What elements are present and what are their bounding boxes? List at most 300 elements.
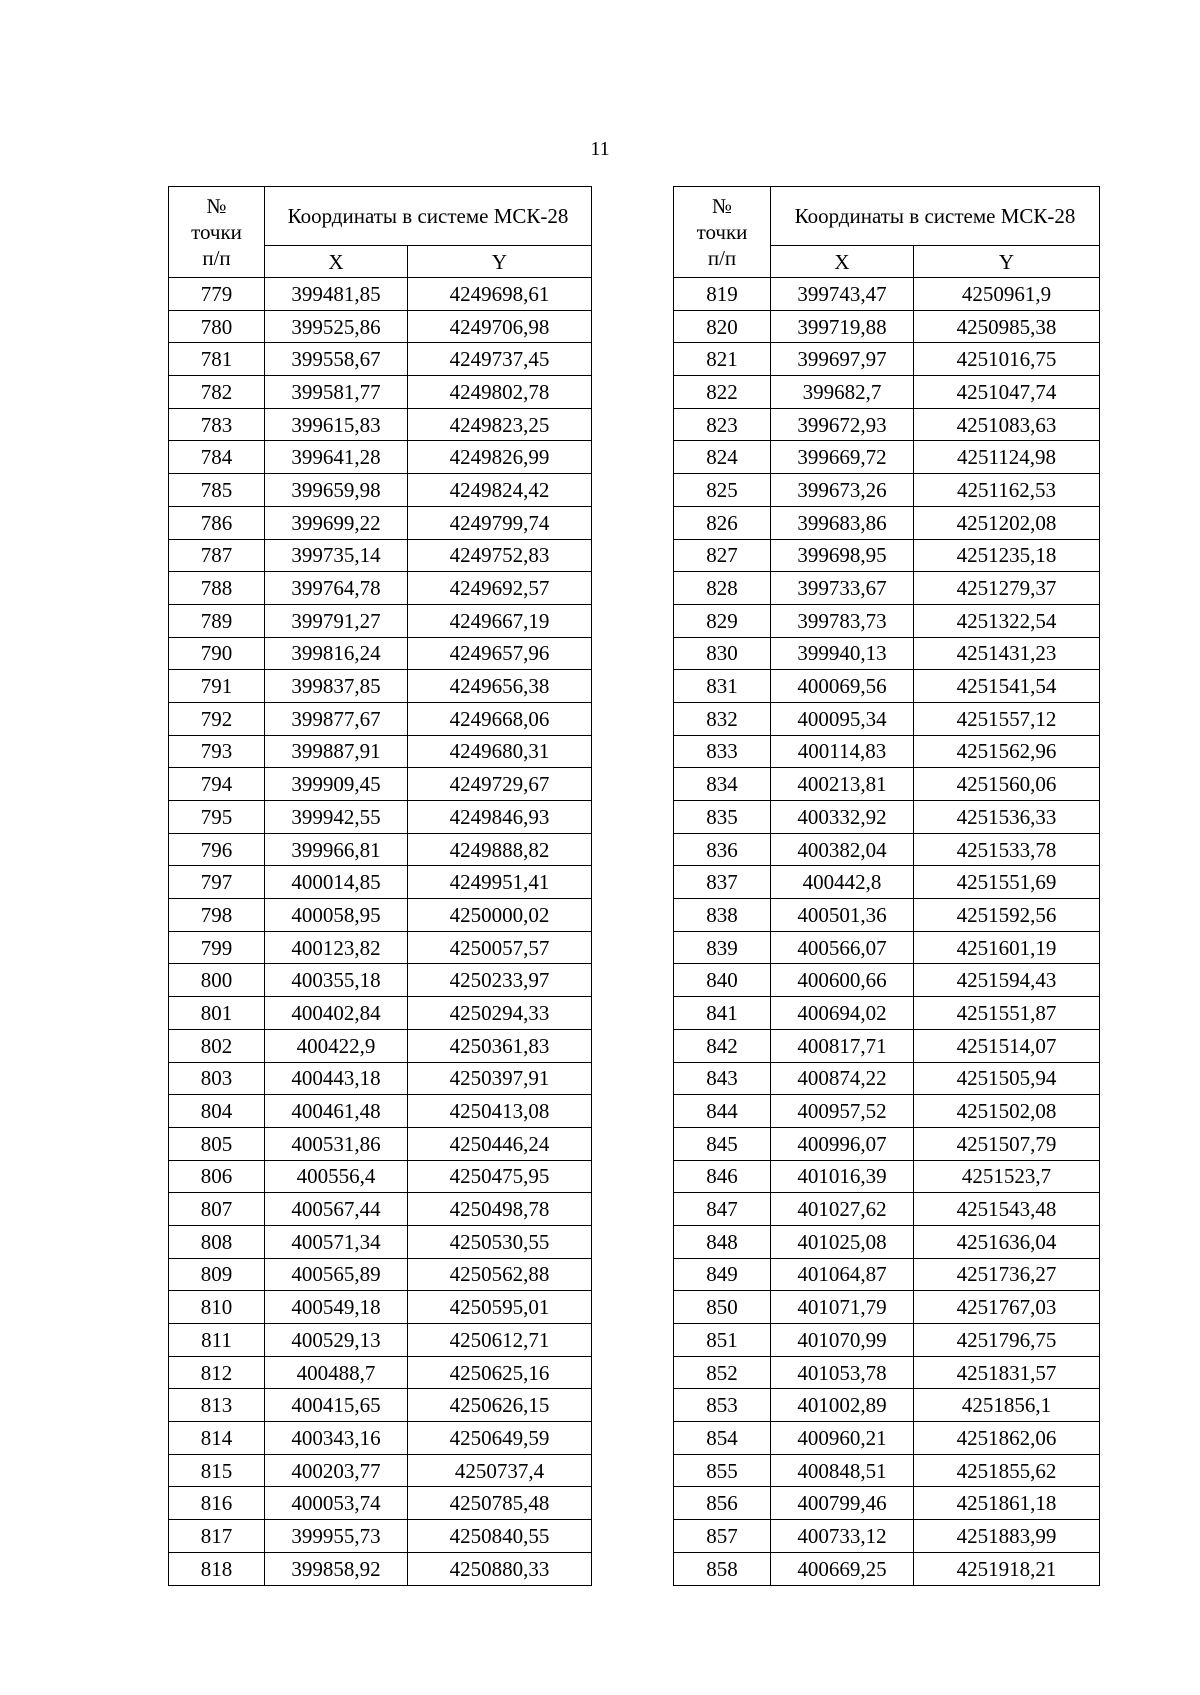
x-coordinate-cell: 399837,85 [265,670,408,703]
x-coordinate-cell: 400343,16 [265,1422,408,1455]
point-number-cell: 840 [674,964,771,997]
x-coordinate-cell: 400799,46 [771,1487,914,1520]
x-coordinate-cell: 400565,89 [265,1258,408,1291]
table-row [169,474,592,507]
y-coordinate-cell: 4250294,33 [408,997,592,1030]
y-coordinate-cell: 4250397,91 [408,1062,592,1095]
x-coordinate-cell: 400461,48 [265,1095,408,1128]
x-coordinate-cell: 400422,9 [265,1029,408,1062]
point-number-cell: 837 [674,866,771,899]
x-coordinate-cell: 399735,14 [265,539,408,572]
y-coordinate-cell: 4251594,43 [914,964,1100,997]
y-coordinate-cell: 4251767,03 [914,1291,1100,1324]
table-row [674,1356,1100,1389]
table-row [674,1487,1100,1520]
x-coordinate-cell: 400733,12 [771,1520,914,1553]
y-coordinate-cell: 4250840,55 [408,1520,592,1553]
point-number-cell: 822 [674,376,771,409]
point-number-cell: 794 [169,768,265,801]
y-coordinate-cell: 4249667,19 [408,604,592,637]
x-coordinate-cell: 400213,81 [771,768,914,801]
y-coordinate-cell: 4251557,12 [914,702,1100,735]
x-coordinate-cell: 400382,04 [771,833,914,866]
table-row [674,604,1100,637]
y-coordinate-cell: 4250737,4 [408,1454,592,1487]
y-coordinate-cell: 4250649,59 [408,1422,592,1455]
x-coordinate-cell: 399887,91 [265,735,408,768]
table-row [169,1225,592,1258]
table-row [169,408,592,441]
table-row [169,1127,592,1160]
y-coordinate-cell: 4251523,7 [914,1160,1100,1193]
x-coordinate-cell: 399672,93 [771,408,914,441]
point-number-cell: 784 [169,441,265,474]
x-coordinate-cell: 400874,22 [771,1062,914,1095]
point-number-cell: 814 [169,1422,265,1455]
point-number-header-line2: точки [191,220,242,244]
table-row [674,801,1100,834]
y-coordinate-cell: 4251560,06 [914,768,1100,801]
point-number-cell: 787 [169,539,265,572]
y-coordinate-cell: 4249888,82 [408,833,592,866]
x-coordinate-cell: 401002,89 [771,1389,914,1422]
table-row [169,1422,592,1455]
x-coordinate-cell: 400415,65 [265,1389,408,1422]
y-coordinate-cell: 4250233,97 [408,964,592,997]
point-number-cell: 781 [169,343,265,376]
x-coordinate-cell: 400848,51 [771,1454,914,1487]
table-row [169,1552,592,1585]
table-row [674,1552,1100,1585]
table-row [169,1160,592,1193]
y-coordinate-cell: 4251502,08 [914,1095,1100,1128]
point-number-cell: 812 [169,1356,265,1389]
table-row [169,506,592,539]
table-row [674,474,1100,507]
point-number-cell: 801 [169,997,265,1030]
table-row [169,1029,592,1062]
point-number-cell: 844 [674,1095,771,1128]
x-coordinate-cell: 401070,99 [771,1324,914,1357]
point-number-cell: 850 [674,1291,771,1324]
table-row [674,1520,1100,1553]
y-coordinate-cell: 4249698,61 [408,278,592,311]
point-number-cell: 843 [674,1062,771,1095]
point-number-cell: 809 [169,1258,265,1291]
x-coordinate-cell: 399698,95 [771,539,914,572]
x-coordinate-cell: 400571,34 [265,1225,408,1258]
y-coordinate-cell: 4251016,75 [914,343,1100,376]
x-coordinate-cell: 399940,13 [771,637,914,670]
y-coordinate-cell: 4250475,95 [408,1160,592,1193]
table-row [674,670,1100,703]
x-coordinate-cell: 399683,86 [771,506,914,539]
x-coordinate-cell: 399858,92 [265,1552,408,1585]
point-number-cell: 792 [169,702,265,735]
point-number-cell: 858 [674,1552,771,1585]
point-number-cell: 833 [674,735,771,768]
table-row [674,1193,1100,1226]
y-coordinate-cell: 4249951,41 [408,866,592,899]
point-number-cell: 838 [674,899,771,932]
point-number-cell: 827 [674,539,771,572]
table-row [169,572,592,605]
table-row [169,1258,592,1291]
table-row [674,539,1100,572]
point-number-cell: 818 [169,1552,265,1585]
point-number-cell: 848 [674,1225,771,1258]
x-coordinate-cell: 401071,79 [771,1291,914,1324]
y-coordinate-cell: 4250446,24 [408,1127,592,1160]
y-coordinate-cell: 4250985,38 [914,310,1100,343]
point-number-cell: 835 [674,801,771,834]
point-number-cell: 802 [169,1029,265,1062]
point-number-cell: 823 [674,408,771,441]
x-coordinate-cell: 399682,7 [771,376,914,409]
y-coordinate-cell: 4249706,98 [408,310,592,343]
x-coordinate-cell: 399733,67 [771,572,914,605]
x-coordinate-cell: 399743,47 [771,278,914,311]
table-row [674,702,1100,735]
y-coordinate-cell: 4251235,18 [914,539,1100,572]
y-coordinate-cell: 4251831,57 [914,1356,1100,1389]
table-row [674,1225,1100,1258]
point-number-cell: 786 [169,506,265,539]
point-number-cell: 832 [674,702,771,735]
point-number-cell: 845 [674,1127,771,1160]
table-row [674,278,1100,311]
point-number-cell: 811 [169,1324,265,1357]
x-coordinate-cell: 399791,27 [265,604,408,637]
x-column-header: X [771,246,914,278]
point-number-cell: 824 [674,441,771,474]
y-coordinate-cell: 4250880,33 [408,1552,592,1585]
point-number-cell: 815 [169,1454,265,1487]
point-number-cell: 816 [169,1487,265,1520]
y-coordinate-cell: 4251202,08 [914,506,1100,539]
table-row [169,1356,592,1389]
x-coordinate-cell: 399816,24 [265,637,408,670]
point-number-cell: 790 [169,637,265,670]
x-coordinate-cell: 400058,95 [265,899,408,932]
y-coordinate-cell: 4251883,99 [914,1520,1100,1553]
point-number-cell: 788 [169,572,265,605]
table-row [674,376,1100,409]
y-coordinate-cell: 4250961,9 [914,278,1100,311]
table-row [674,343,1100,376]
point-number-cell: 851 [674,1324,771,1357]
x-coordinate-cell: 399966,81 [265,833,408,866]
y-coordinate-cell: 4250000,02 [408,899,592,932]
point-number-cell: 800 [169,964,265,997]
y-coordinate-cell: 4249657,96 [408,637,592,670]
x-coordinate-cell: 400053,74 [265,1487,408,1520]
coordinates-table-right [673,186,1100,1586]
y-coordinate-cell: 4251124,98 [914,441,1100,474]
x-coordinate-cell: 399481,85 [265,278,408,311]
point-number-cell: 853 [674,1389,771,1422]
x-coordinate-cell: 399659,98 [265,474,408,507]
y-coordinate-cell: 4251551,69 [914,866,1100,899]
x-coordinate-cell: 400817,71 [771,1029,914,1062]
y-coordinate-cell: 4251279,37 [914,572,1100,605]
table-row [674,964,1100,997]
point-number-header-line3: п/п [707,246,737,270]
y-coordinate-cell: 4251507,79 [914,1127,1100,1160]
y-coordinate-cell: 4250562,88 [408,1258,592,1291]
coordinates-header: Координаты в системе МСК-28 [771,187,1100,246]
table-row [674,1454,1100,1487]
x-coordinate-cell: 400114,83 [771,735,914,768]
x-coordinate-cell: 401025,08 [771,1225,914,1258]
point-number-cell: 799 [169,931,265,964]
y-column-header: Y [914,246,1100,278]
y-coordinate-cell: 4249846,93 [408,801,592,834]
table-row [674,572,1100,605]
x-coordinate-cell: 399558,67 [265,343,408,376]
table-row [169,1324,592,1357]
table-row [674,1127,1100,1160]
point-number-cell: 803 [169,1062,265,1095]
table-row [169,1389,592,1422]
x-coordinate-cell: 400567,44 [265,1193,408,1226]
y-coordinate-cell: 4250498,78 [408,1193,592,1226]
point-number-cell: 857 [674,1520,771,1553]
y-coordinate-cell: 4251162,53 [914,474,1100,507]
point-number-cell: 796 [169,833,265,866]
table-row [169,670,592,703]
x-coordinate-cell: 401053,78 [771,1356,914,1389]
point-number-cell: 804 [169,1095,265,1128]
table-row [674,735,1100,768]
table-row [169,899,592,932]
table-row [169,964,592,997]
y-coordinate-cell: 4251861,18 [914,1487,1100,1520]
table-row [674,899,1100,932]
table-row [169,768,592,801]
x-coordinate-cell: 400443,18 [265,1062,408,1095]
point-number-cell: 793 [169,735,265,768]
table-row [674,1258,1100,1291]
point-number-cell: 846 [674,1160,771,1193]
y-coordinate-cell: 4250626,15 [408,1389,592,1422]
table-row [674,1324,1100,1357]
y-coordinate-cell: 4250612,71 [408,1324,592,1357]
table-row [169,637,592,670]
y-coordinate-cell: 4249737,45 [408,343,592,376]
coordinates-table-left [168,186,592,1586]
x-coordinate-cell: 399581,77 [265,376,408,409]
y-coordinate-cell: 4251543,48 [914,1193,1100,1226]
y-coordinate-cell: 4251505,94 [914,1062,1100,1095]
point-number-cell: 810 [169,1291,265,1324]
y-coordinate-cell: 4251562,96 [914,735,1100,768]
table-row [674,1389,1100,1422]
x-coordinate-cell: 399955,73 [265,1520,408,1553]
point-number-cell: 783 [169,408,265,441]
table-row [169,1193,592,1226]
x-coordinate-cell: 399783,73 [771,604,914,637]
table-row [169,1487,592,1520]
x-coordinate-cell: 399699,22 [265,506,408,539]
table-row [674,310,1100,343]
table-row [674,1160,1100,1193]
x-coordinate-cell: 400556,4 [265,1160,408,1193]
table-row [169,1520,592,1553]
table-row [674,866,1100,899]
point-number-header [674,187,771,278]
table-body-right [674,278,1100,1586]
y-coordinate-cell: 4251601,19 [914,931,1100,964]
y-coordinate-cell: 4251541,54 [914,670,1100,703]
table-row [674,1095,1100,1128]
point-number-cell: 805 [169,1127,265,1160]
point-number-header-line3: п/п [202,246,231,270]
table-row [169,278,592,311]
x-coordinate-cell: 400960,21 [771,1422,914,1455]
point-number-cell: 795 [169,801,265,834]
table-row [674,997,1100,1030]
table-row [674,1422,1100,1455]
y-coordinate-cell: 4251855,62 [914,1454,1100,1487]
point-number-cell: 798 [169,899,265,932]
y-coordinate-cell: 4249668,06 [408,702,592,735]
y-coordinate-cell: 4250057,57 [408,931,592,964]
y-coordinate-cell: 4250595,01 [408,1291,592,1324]
x-coordinate-cell: 400549,18 [265,1291,408,1324]
x-coordinate-cell: 400529,13 [265,1324,408,1357]
point-number-cell: 836 [674,833,771,866]
x-coordinate-cell: 400996,07 [771,1127,914,1160]
point-number-cell: 831 [674,670,771,703]
table-row [674,833,1100,866]
table-body-left [169,278,592,1586]
point-number-cell: 841 [674,997,771,1030]
y-coordinate-cell: 4251862,06 [914,1422,1100,1455]
table-row [169,310,592,343]
table-row [674,637,1100,670]
point-number-cell: 856 [674,1487,771,1520]
x-coordinate-cell: 399673,26 [771,474,914,507]
point-number-cell: 828 [674,572,771,605]
table-row [169,735,592,768]
table-row [169,833,592,866]
y-coordinate-cell: 4249692,57 [408,572,592,605]
table-row [674,408,1100,441]
table-row [169,1454,592,1487]
point-number-cell: 821 [674,343,771,376]
x-coordinate-cell: 400332,92 [771,801,914,834]
x-coordinate-cell: 399697,97 [771,343,914,376]
table-row [674,1291,1100,1324]
table-row [674,1062,1100,1095]
table-row [674,1029,1100,1062]
x-coordinate-cell: 400600,66 [771,964,914,997]
point-number-cell: 806 [169,1160,265,1193]
x-coordinate-cell: 399525,86 [265,310,408,343]
y-coordinate-cell: 4251431,23 [914,637,1100,670]
y-coordinate-cell: 4251796,75 [914,1324,1100,1357]
table-row [169,539,592,572]
point-number-header-line1: № [206,194,227,218]
point-number-cell: 808 [169,1225,265,1258]
x-coordinate-cell: 401027,62 [771,1193,914,1226]
table-row [169,1062,592,1095]
point-number-cell: 829 [674,604,771,637]
y-coordinate-cell: 4250625,16 [408,1356,592,1389]
y-coordinate-cell: 4251551,87 [914,997,1100,1030]
y-coordinate-cell: 4250413,08 [408,1095,592,1128]
x-coordinate-cell: 400566,07 [771,931,914,964]
y-coordinate-cell: 4251856,1 [914,1389,1100,1422]
x-coordinate-cell: 400014,85 [265,866,408,899]
point-number-cell: 780 [169,310,265,343]
point-number-header-line2: точки [696,220,748,244]
y-coordinate-cell: 4251736,27 [914,1258,1100,1291]
point-number-cell: 782 [169,376,265,409]
point-number-cell: 797 [169,866,265,899]
x-column-header: X [265,246,408,278]
y-coordinate-cell: 4249799,74 [408,506,592,539]
table-row [169,866,592,899]
x-coordinate-cell: 400488,7 [265,1356,408,1389]
point-number-header-line1: № [711,194,733,218]
point-number-cell: 849 [674,1258,771,1291]
point-number-cell: 839 [674,931,771,964]
table-row [674,506,1100,539]
y-coordinate-cell: 4249802,78 [408,376,592,409]
x-coordinate-cell: 400095,34 [771,702,914,735]
y-coordinate-cell: 4249826,99 [408,441,592,474]
point-number-cell: 825 [674,474,771,507]
y-coordinate-cell: 4251918,21 [914,1552,1100,1585]
y-coordinate-cell: 4251592,56 [914,899,1100,932]
x-coordinate-cell: 401016,39 [771,1160,914,1193]
coordinates-header: Координаты в системе МСК-28 [265,187,592,246]
table-row [169,604,592,637]
x-coordinate-cell: 399764,78 [265,572,408,605]
point-number-cell: 789 [169,604,265,637]
y-coordinate-cell: 4251636,04 [914,1225,1100,1258]
point-number-cell: 847 [674,1193,771,1226]
y-coordinate-cell: 4251047,74 [914,376,1100,409]
y-coordinate-cell: 4251322,54 [914,604,1100,637]
table-row [169,702,592,735]
table-row [674,768,1100,801]
x-coordinate-cell: 400531,86 [265,1127,408,1160]
x-coordinate-cell: 400355,18 [265,964,408,997]
x-coordinate-cell: 399669,72 [771,441,914,474]
point-number-cell: 855 [674,1454,771,1487]
y-coordinate-cell: 4249752,83 [408,539,592,572]
y-coordinate-cell: 4250785,48 [408,1487,592,1520]
point-number-cell: 842 [674,1029,771,1062]
point-number-cell: 817 [169,1520,265,1553]
point-number-cell: 834 [674,768,771,801]
y-coordinate-cell: 4249656,38 [408,670,592,703]
table-row [169,376,592,409]
x-coordinate-cell: 400203,77 [265,1454,408,1487]
point-number-cell: 779 [169,278,265,311]
y-coordinate-cell: 4250530,55 [408,1225,592,1258]
y-coordinate-cell: 4251536,33 [914,801,1100,834]
table-row [169,343,592,376]
x-coordinate-cell: 399615,83 [265,408,408,441]
x-coordinate-cell: 400694,02 [771,997,914,1030]
y-coordinate-cell: 4249729,67 [408,768,592,801]
point-number-cell: 791 [169,670,265,703]
x-coordinate-cell: 400123,82 [265,931,408,964]
